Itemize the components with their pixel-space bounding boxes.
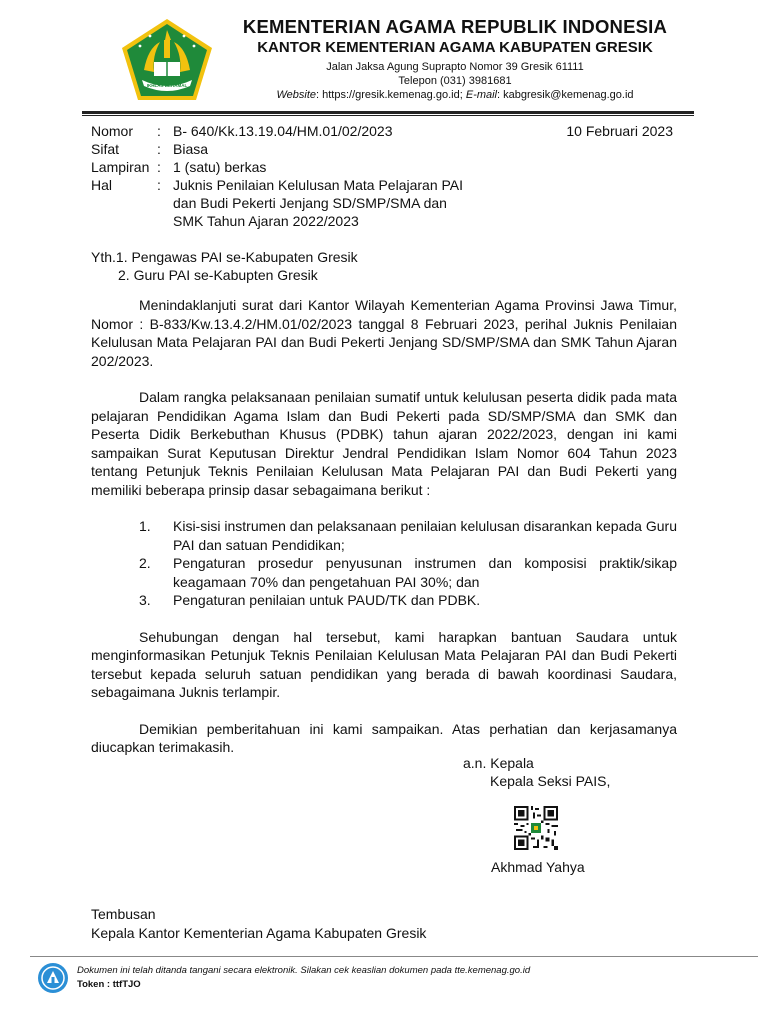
e-signature-notice: Dokumen ini telah ditanda tangani secara elektronik. Silakan cek keaslian dokumen pada tte.kemenag.go.id [77,965,531,976]
signature-an: a.n. Kepala [463,755,534,771]
office-address: Jalan Jaksa Agung Suprapto Nomor 39 Gresik 61111 [326,61,584,73]
office-name: KANTOR KEMENTERIAN AGAMA KABUPATEN GRESIK [257,39,653,56]
footer-divider [30,956,758,957]
paragraph-4: Demikian pemberitahuan ini kami sampaikan. Atas perhatian dan kerjasamanya diucapkan terimakasih. [91,720,677,755]
meta-lampiran: Lampiran : 1 (satu) berkas [91,159,267,175]
signature-qr-code-icon[interactable] [514,806,558,850]
paragraph-1: Menindaklanjuti surat dari Kantor Wilayah Kementerian Agama Provinsi Jawa Timur, Nomor : B-833/Kw.13.4.2/HM.01/02/2023 tanggal 8 Februari 2023, perihal Juknis Penilaian Kelulusan Mata Pelajaran PAI dan Budi Pekerti Jenjang SD/SMP/SMA dan SMK Tahun Ajaran 202/2023. [91,297,677,369]
recipient-1: Yth.1. Pengawas PAI se-Kabupaten Gresik [91,249,358,265]
signature-block [463,754,610,790]
kemenag-logo-icon [120,18,214,102]
verification-token: Token : ttfTJO [77,979,141,990]
list-item: 3. Pengaturan penilaian untuk PAUD/TK dan PDBK. [139,592,481,608]
office-contacts: Website: https://gresik.kemenag.go.id; E-mail: kabgresik@kemenag.go.id [276,89,634,101]
meta-nomor: Nomor : B- 640/Kk.13.19.04/HM.01/02/2023 [91,122,681,140]
letterhead-divider [82,111,694,114]
office-phone: Telepon (031) 3981681 [398,75,512,87]
recipient-2: 2. Guru PAI se-Kabupten Gresik [118,267,318,283]
signer-name: Akhmad Yahya [491,859,585,875]
bsre-logo-icon [37,962,69,994]
paragraph-3: Sehubungan dengan hal tersebut, kami harapkan bantuan Saudara untuk menginformasikan Petunjuk Teknis Penilaian Kelulusan Mata Pelajaran PAI dan Budi Pekerti tersebut kepada seluruh satuan pendidikan yang berada di bawah koordinasi Saudara, sebagaimana Juknis terlampir. [91,628,677,700]
svg-text:IKHLAS BERAMAL: IKHLAS BERAMAL [146,83,188,88]
carbon-copy [91,905,426,943]
list-item: 2. Pengaturan prosedur penyusunan instrumen dan komposisi praktik/sikap keagamaan 70% dan pengetahuan PAI 30%; dan [139,555,677,590]
list-item: 1. Kisi-sisi instrumen dan pelaksanaan penilaian kelulusan disarankan kepada Guru PAI dan satuan Pendidikan; [139,518,677,553]
letterhead-divider-thin [82,115,694,116]
ministry-name: KEMENTERIAN AGAMA REPUBLIK INDONESIA [242,16,668,37]
carbon-copy-title: Tembusan [91,906,156,922]
meta-sifat: Sifat : Biasa [91,141,209,157]
principles-list [91,517,677,610]
letter-date: 10 Februari 2023 [566,123,673,139]
paragraph-2: Dalam rangka pelaksanaan penilaian sumatif untuk kelulusan peserta didik pada mata pelajaran Pendidikan Agama Islam dan Budi Pekerti pada SD/SMP/SMA dan SMK dan Peserta Didik Berkebuthan Khusus (PDBK) tahun ajaran 2022/2023, dengan ini kami sampaikan Surat Keputusan Direktur Jendral Pendidikan Islam Nomor 604 Tahun 2023 tentang Petunjuk Teknis Penilaian Kelulusan Mata Pelajaran PAI dan Budi Pekerti yang memiliki beberapa prinsip dasar sebagaimana berikut : [91,389,677,498]
letter-body [91,296,677,775]
meta-hal: Hal : Juknis Penilaian Kelulusan Mata Pelajaran PAI dan Budi Pekerti Jenjang SD/SMP/SMA dan SMK Tahun Ajaran 2022/2023 [91,176,681,230]
signature-position: Kepala Seksi PAIS, [490,773,611,789]
email-link[interactable]: : kabgresik@kemenag.go.id [497,89,634,101]
recipients [91,248,358,284]
letterhead [0,0,768,110]
footer-notice [77,964,530,992]
letter-subject: Juknis Penilaian Kelulusan Mata Pelajaran PAI dan Budi Pekerti Jenjang SD/SMP/SMA dan SMK Tahun Ajaran 2022/2023 [173,177,464,229]
carbon-copy-recipient: Kepala Kantor Kementerian Agama Kabupaten Gresik [91,925,427,941]
letter-number: B- 640/Kk.13.19.04/HM.01/02/2023 [173,123,393,139]
website-link[interactable]: : https://gresik.kemenag.go.id; [316,89,466,101]
